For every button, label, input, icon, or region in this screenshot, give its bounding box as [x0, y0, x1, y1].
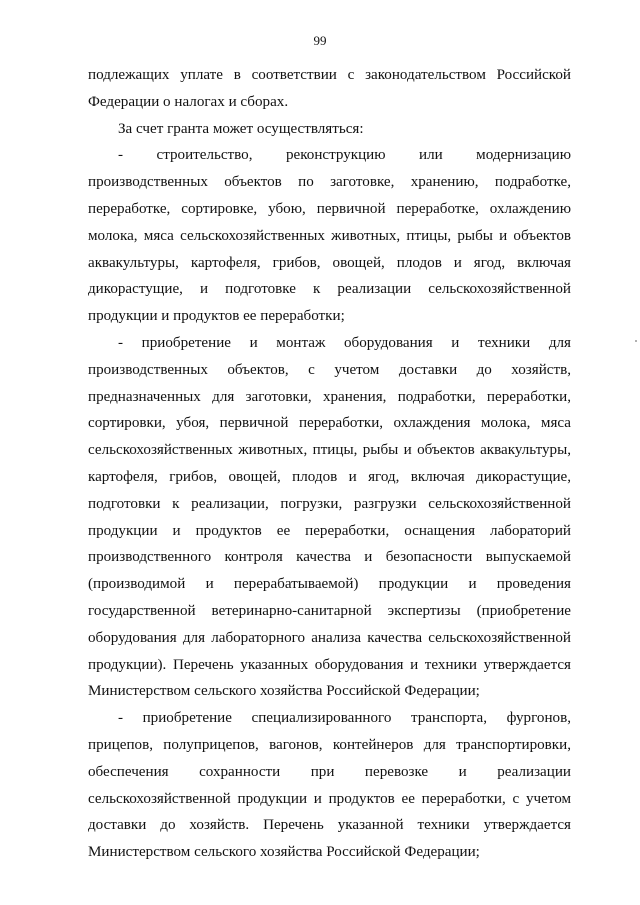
scan-speck: [635, 340, 637, 342]
paragraph-continuation: подлежащих уплате в соответствии с законодательством Российской Федерации о налогах и сборах.: [88, 67, 571, 110]
paragraph-grant-intro: За счет гранта может осуществляться:: [118, 120, 364, 137]
paragraph-construction: - строительство, реконструкцию или модернизацию производственных объектов по заготовке, хранению, подработке, переработке, сортировке, убою, первичной переработке, охлаждению молока, мяса сельскохозяйственных животных, птицы, рыбы и объектов аквакультуры, картофеля, грибов, овощей, плодов и ягод, включая дикорастущие, и подготовке к реализации сельскохозяйственной продукции и продуктов ее переработки;: [88, 147, 571, 325]
paragraph-transport: - приобретение специализированного транспорта, фургонов, прицепов, полуприцепов, вагонов, контейнеров для транспортировки, обеспечения сохранности при перевозке и реализации сельскохозяйственной продукции и продуктов ее переработки, с учетом доставки до хозяйств. Перечень указанной техники утверждается Министерством сельского хозяйства Российской Федерации;: [88, 710, 571, 861]
page-body: [88, 62, 571, 866]
page-number: 99: [313, 33, 327, 48]
paragraph-equipment: - приобретение и монтаж оборудования и техники для производственных объектов, с учетом доставки до хозяйств, предназначенных для заготовки, хранения, подработки, переработки, сортировки, убоя, первичной переработки, охлаждения молока, мяса сельскохозяйственных животных, птицы, рыбы и объектов аквакультуры, картофеля, грибов, овощей, плодов и ягод, включая дикорастущие, подготовки к реализации, погрузки, разгрузки сельскохозяйственной продукции и продуктов ее переработки, оснащения лабораторий производственного контроля качества и безопасности выпускаемой (производимой и перерабатываемой) продукции и проведения государственной ветеринарно-санитарной экспертизы (приобретение оборудования для лабораторного анализа качества сельскохозяйственной продукции). Перечень указанных оборудования и техники утверждается Министерством сельского хозяйства Российской Федерации;: [88, 334, 571, 700]
